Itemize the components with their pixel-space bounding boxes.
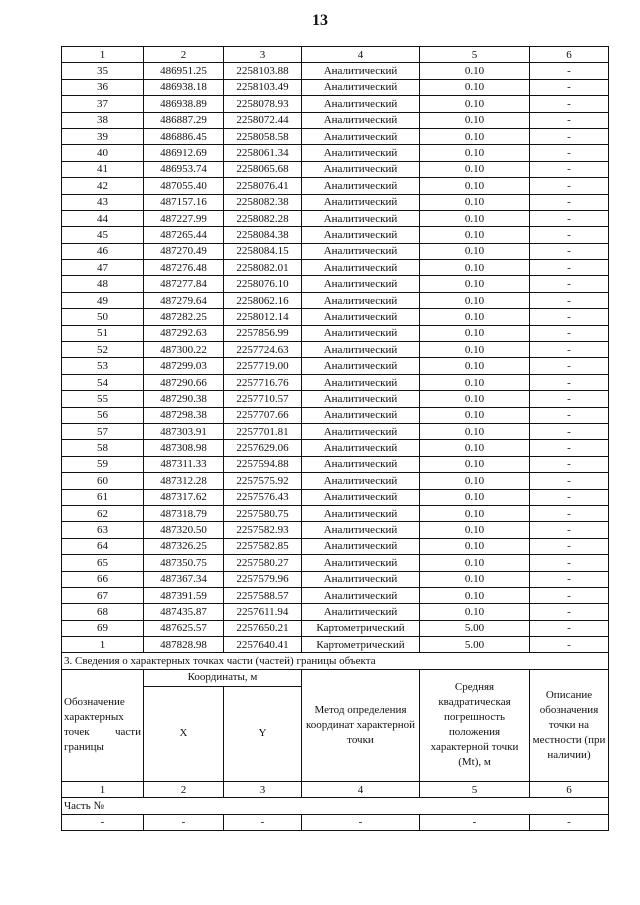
table-row bbox=[62, 407, 609, 423]
table-cell: 43 bbox=[62, 194, 144, 210]
table-cell: - bbox=[530, 440, 609, 456]
table-cell: Аналитический bbox=[302, 473, 420, 489]
table-cell: 0.10 bbox=[420, 325, 530, 341]
table-cell: 50 bbox=[62, 309, 144, 325]
table-cell: Аналитический bbox=[302, 342, 420, 358]
table-cell: - bbox=[530, 161, 609, 177]
table-cell: 2257856.99 bbox=[224, 325, 302, 341]
table-cell: Аналитический bbox=[302, 145, 420, 161]
table-cell: 0.10 bbox=[420, 194, 530, 210]
table-cell: Аналитический bbox=[302, 440, 420, 456]
table-cell: 0.10 bbox=[420, 489, 530, 505]
table-row bbox=[62, 309, 609, 325]
table-header-row bbox=[62, 47, 609, 63]
section-title: 3. Сведения о характерных точках части (частей) границы объекта bbox=[62, 653, 609, 669]
table-cell: 2257576.43 bbox=[224, 489, 302, 505]
table-cell: 486912.69 bbox=[144, 145, 224, 161]
table-cell: 487277.84 bbox=[144, 276, 224, 292]
table-cell: 0.10 bbox=[420, 260, 530, 276]
table-cell: 487055.40 bbox=[144, 178, 224, 194]
table-cell: 487290.38 bbox=[144, 391, 224, 407]
table-cell: Аналитический bbox=[302, 194, 420, 210]
table-cell: 58 bbox=[62, 440, 144, 456]
table-cell: - bbox=[144, 814, 224, 830]
table-cell: 487282.25 bbox=[144, 309, 224, 325]
table-cell: 2258084.38 bbox=[224, 227, 302, 243]
table-cell: 2257582.85 bbox=[224, 538, 302, 554]
table-cell: 0.10 bbox=[420, 178, 530, 194]
table-cell: - bbox=[530, 210, 609, 226]
table-cell: 5.00 bbox=[420, 620, 530, 636]
table-cell: 2258103.88 bbox=[224, 63, 302, 79]
table-cell: - bbox=[530, 391, 609, 407]
table-cell: 2258082.38 bbox=[224, 194, 302, 210]
table-cell: Аналитический bbox=[302, 227, 420, 243]
table-cell: Аналитический bbox=[302, 276, 420, 292]
table-cell: Аналитический bbox=[302, 604, 420, 620]
table-cell: - bbox=[62, 814, 144, 830]
table-cell: 2257724.63 bbox=[224, 342, 302, 358]
table-row bbox=[62, 178, 609, 194]
table-cell: - bbox=[530, 604, 609, 620]
table-cell: 487312.28 bbox=[144, 473, 224, 489]
table-cell: - bbox=[530, 358, 609, 374]
column-number-cell: 3 bbox=[224, 781, 302, 797]
table-cell: - bbox=[530, 227, 609, 243]
table-cell: 487308.98 bbox=[144, 440, 224, 456]
table-cell: Картометрический bbox=[302, 620, 420, 636]
part-label-row bbox=[62, 798, 609, 814]
table-cell: - bbox=[420, 814, 530, 830]
table-cell: 2257575.92 bbox=[224, 473, 302, 489]
table-cell: - bbox=[530, 325, 609, 341]
table-cell: 1 bbox=[62, 637, 144, 653]
table-cell: 2257640.41 bbox=[224, 637, 302, 653]
table-cell: 486951.25 bbox=[144, 63, 224, 79]
table-cell: Аналитический bbox=[302, 210, 420, 226]
table-cell: 487350.75 bbox=[144, 555, 224, 571]
table-cell: Аналитический bbox=[302, 79, 420, 95]
table-cell: - bbox=[530, 814, 609, 830]
column-number-cell: 2 bbox=[144, 781, 224, 797]
table-cell: - bbox=[530, 63, 609, 79]
table-cell: - bbox=[530, 194, 609, 210]
table-cell: 2258076.10 bbox=[224, 276, 302, 292]
table-cell: - bbox=[530, 456, 609, 472]
table-cell: Аналитический bbox=[302, 456, 420, 472]
table-row bbox=[62, 538, 609, 554]
table-row bbox=[62, 128, 609, 144]
table-cell: 2257580.75 bbox=[224, 505, 302, 521]
table-row bbox=[62, 194, 609, 210]
table-cell: 487828.98 bbox=[144, 637, 224, 653]
table-cell: 487367.34 bbox=[144, 571, 224, 587]
table-row bbox=[62, 260, 609, 276]
y-header: Y bbox=[224, 686, 302, 781]
page-number: 13 bbox=[312, 12, 328, 29]
table-cell: 487303.91 bbox=[144, 423, 224, 439]
table-cell: Аналитический bbox=[302, 407, 420, 423]
table-cell: 0.10 bbox=[420, 243, 530, 259]
column-number-cell: 5 bbox=[420, 47, 530, 63]
table-cell: 0.10 bbox=[420, 358, 530, 374]
table-row bbox=[62, 604, 609, 620]
table-cell: 69 bbox=[62, 620, 144, 636]
table-row bbox=[62, 292, 609, 308]
table-cell: 486938.89 bbox=[144, 96, 224, 112]
table-cell: 57 bbox=[62, 423, 144, 439]
table-row bbox=[62, 342, 609, 358]
table-cell: 0.10 bbox=[420, 522, 530, 538]
table-cell: 2257629.06 bbox=[224, 440, 302, 456]
table-cell: 486886.45 bbox=[144, 128, 224, 144]
table-row bbox=[62, 161, 609, 177]
table-row bbox=[62, 555, 609, 571]
table-cell: - bbox=[530, 292, 609, 308]
table-cell: 0.10 bbox=[420, 96, 530, 112]
table-cell: - bbox=[530, 374, 609, 390]
table-cell: Картометрический bbox=[302, 637, 420, 653]
table-cell: Аналитический bbox=[302, 587, 420, 603]
table-cell: - bbox=[530, 538, 609, 554]
table-cell: 487317.62 bbox=[144, 489, 224, 505]
table-cell: 0.10 bbox=[420, 63, 530, 79]
table-cell: 38 bbox=[62, 112, 144, 128]
table-cell: Аналитический bbox=[302, 112, 420, 128]
table-cell: 487298.38 bbox=[144, 407, 224, 423]
table-cell: - bbox=[530, 243, 609, 259]
table-cell: 0.10 bbox=[420, 374, 530, 390]
table-cell: 0.10 bbox=[420, 128, 530, 144]
table-cell: 41 bbox=[62, 161, 144, 177]
table-cell: - bbox=[530, 473, 609, 489]
table-cell: 487292.63 bbox=[144, 325, 224, 341]
table-row bbox=[62, 423, 609, 439]
table-cell: 44 bbox=[62, 210, 144, 226]
table-cell: Аналитический bbox=[302, 325, 420, 341]
table-row bbox=[62, 505, 609, 521]
table-cell: - bbox=[530, 505, 609, 521]
table-cell: Аналитический bbox=[302, 292, 420, 308]
table-cell: 2257582.93 bbox=[224, 522, 302, 538]
table-cell: 0.10 bbox=[420, 342, 530, 358]
table-cell: - bbox=[530, 178, 609, 194]
table-cell: - bbox=[530, 342, 609, 358]
table-cell: 37 bbox=[62, 96, 144, 112]
coordinates-header: Координаты, м bbox=[144, 669, 302, 686]
x-header: X bbox=[144, 686, 224, 781]
section-title-row bbox=[62, 653, 609, 669]
table-cell: 36 bbox=[62, 79, 144, 95]
table-cell: 2257707.66 bbox=[224, 407, 302, 423]
table-cell: - bbox=[530, 128, 609, 144]
table-cell: 59 bbox=[62, 456, 144, 472]
accuracy-header: Средняя квадратическая погрешность положения характерной точки (Mt), м bbox=[420, 669, 530, 781]
column-number-cell: 3 bbox=[224, 47, 302, 63]
table-row bbox=[62, 63, 609, 79]
description-header: Описание обозначения точки на местности (при наличии) bbox=[530, 669, 609, 781]
table-cell: Аналитический bbox=[302, 178, 420, 194]
table-cell: 0.10 bbox=[420, 391, 530, 407]
table-cell: Аналитический bbox=[302, 161, 420, 177]
table-cell: Аналитический bbox=[302, 505, 420, 521]
table-cell: 0.10 bbox=[420, 456, 530, 472]
table-cell: Аналитический bbox=[302, 391, 420, 407]
table-cell: 0.10 bbox=[420, 571, 530, 587]
table-cell: 55 bbox=[62, 391, 144, 407]
table-cell: 487276.48 bbox=[144, 260, 224, 276]
table-cell: - bbox=[530, 407, 609, 423]
table-cell: 0.10 bbox=[420, 276, 530, 292]
column-number-cell: 1 bbox=[62, 47, 144, 63]
table-cell: 52 bbox=[62, 342, 144, 358]
table-cell: 42 bbox=[62, 178, 144, 194]
table-row bbox=[62, 325, 609, 341]
table-cell: 68 bbox=[62, 604, 144, 620]
column-number-cell: 4 bbox=[302, 47, 420, 63]
table-cell: - bbox=[530, 489, 609, 505]
table-cell: - bbox=[530, 555, 609, 571]
table-cell: 487227.99 bbox=[144, 210, 224, 226]
table-cell: 487157.16 bbox=[144, 194, 224, 210]
table-cell: 0.10 bbox=[420, 227, 530, 243]
table-cell: Аналитический bbox=[302, 489, 420, 505]
table-cell: 0.10 bbox=[420, 79, 530, 95]
table-cell: 0.10 bbox=[420, 538, 530, 554]
table-cell: 0.10 bbox=[420, 505, 530, 521]
table-row bbox=[62, 587, 609, 603]
table-row bbox=[62, 473, 609, 489]
table-cell: 2258062.16 bbox=[224, 292, 302, 308]
table-cell: 51 bbox=[62, 325, 144, 341]
table-cell: 53 bbox=[62, 358, 144, 374]
table-cell: Аналитический bbox=[302, 243, 420, 259]
table-cell: 54 bbox=[62, 374, 144, 390]
table-cell: - bbox=[530, 145, 609, 161]
table-cell: 65 bbox=[62, 555, 144, 571]
table-cell: 0.10 bbox=[420, 112, 530, 128]
table-cell: 2257611.94 bbox=[224, 604, 302, 620]
table-cell: 2258065.68 bbox=[224, 161, 302, 177]
table-cell: 2258082.28 bbox=[224, 210, 302, 226]
table-cell: 0.10 bbox=[420, 407, 530, 423]
table-cell: Аналитический bbox=[302, 538, 420, 554]
table-cell: 487270.49 bbox=[144, 243, 224, 259]
table-row bbox=[62, 358, 609, 374]
table-row bbox=[62, 112, 609, 128]
table-cell: 487625.57 bbox=[144, 620, 224, 636]
table-cell: Аналитический bbox=[302, 522, 420, 538]
table-cell: 0.10 bbox=[420, 423, 530, 439]
table-cell: 0.10 bbox=[420, 161, 530, 177]
table-cell: 0.10 bbox=[420, 587, 530, 603]
table-cell: 2258058.58 bbox=[224, 128, 302, 144]
column-number-cell: 6 bbox=[530, 47, 609, 63]
table-cell: 0.10 bbox=[420, 309, 530, 325]
table-cell: 60 bbox=[62, 473, 144, 489]
table-row bbox=[62, 96, 609, 112]
designation-header: Обозначение характерных точек части границы bbox=[62, 669, 144, 781]
table-cell: Аналитический bbox=[302, 555, 420, 571]
table-cell: 2257710.57 bbox=[224, 391, 302, 407]
section3-column-numbers-row bbox=[62, 781, 609, 797]
table-cell: 49 bbox=[62, 292, 144, 308]
table-cell: - bbox=[530, 522, 609, 538]
table-cell: 67 bbox=[62, 587, 144, 603]
table-cell: - bbox=[530, 423, 609, 439]
part-label: Часть № bbox=[62, 798, 609, 814]
table-cell: 0.10 bbox=[420, 473, 530, 489]
table-cell: 486887.29 bbox=[144, 112, 224, 128]
table-cell: - bbox=[530, 79, 609, 95]
table-cell: 0.10 bbox=[420, 210, 530, 226]
table-cell: 487290.66 bbox=[144, 374, 224, 390]
table-row bbox=[62, 637, 609, 653]
column-number-cell: 1 bbox=[62, 781, 144, 797]
table-cell: 2258078.93 bbox=[224, 96, 302, 112]
table-cell: Аналитический bbox=[302, 423, 420, 439]
table-cell: 487320.50 bbox=[144, 522, 224, 538]
table-cell: Аналитический bbox=[302, 374, 420, 390]
table-cell: 2258103.49 bbox=[224, 79, 302, 95]
table-cell: 487318.79 bbox=[144, 505, 224, 521]
table-cell: Аналитический bbox=[302, 260, 420, 276]
table-row bbox=[62, 571, 609, 587]
table-cell: 63 bbox=[62, 522, 144, 538]
table-cell: 487265.44 bbox=[144, 227, 224, 243]
table-cell: 2257719.00 bbox=[224, 358, 302, 374]
table-cell: 2258076.41 bbox=[224, 178, 302, 194]
table-cell: 486953.74 bbox=[144, 161, 224, 177]
table-cell: Аналитический bbox=[302, 128, 420, 144]
table-cell: 487391.59 bbox=[144, 587, 224, 603]
table-cell: Аналитический bbox=[302, 309, 420, 325]
table-row bbox=[62, 145, 609, 161]
table-cell: 2258061.34 bbox=[224, 145, 302, 161]
table-cell: 47 bbox=[62, 260, 144, 276]
table-cell: - bbox=[530, 620, 609, 636]
table-cell: 2257650.21 bbox=[224, 620, 302, 636]
table-cell: 2258084.15 bbox=[224, 243, 302, 259]
table-cell: 2257588.57 bbox=[224, 587, 302, 603]
column-number-cell: 4 bbox=[302, 781, 420, 797]
table-cell: 0.10 bbox=[420, 604, 530, 620]
table-cell: - bbox=[530, 587, 609, 603]
table-cell: 39 bbox=[62, 128, 144, 144]
table-cell: 2257594.88 bbox=[224, 456, 302, 472]
table-cell: 66 bbox=[62, 571, 144, 587]
table-cell: 56 bbox=[62, 407, 144, 423]
table-row bbox=[62, 374, 609, 390]
table-cell: 2258072.44 bbox=[224, 112, 302, 128]
table-cell: 2258082.01 bbox=[224, 260, 302, 276]
table-cell: 486938.18 bbox=[144, 79, 224, 95]
table-cell: Аналитический bbox=[302, 96, 420, 112]
table-row bbox=[62, 243, 609, 259]
table-cell: 0.10 bbox=[420, 440, 530, 456]
table-cell: 45 bbox=[62, 227, 144, 243]
table-cell: 487279.64 bbox=[144, 292, 224, 308]
table-row bbox=[62, 391, 609, 407]
table-row bbox=[62, 227, 609, 243]
table-cell: Аналитический bbox=[302, 63, 420, 79]
table-cell: 35 bbox=[62, 63, 144, 79]
table-cell: 61 bbox=[62, 489, 144, 505]
method-header: Метод определения координат характерной точки bbox=[302, 669, 420, 781]
table-cell: 62 bbox=[62, 505, 144, 521]
table-cell: Аналитический bbox=[302, 571, 420, 587]
table-cell: 2258012.14 bbox=[224, 309, 302, 325]
table-cell: 64 bbox=[62, 538, 144, 554]
table-cell: 46 bbox=[62, 243, 144, 259]
table-row bbox=[62, 276, 609, 292]
table-cell: 487300.22 bbox=[144, 342, 224, 358]
table-row bbox=[62, 456, 609, 472]
table-cell: 0.10 bbox=[420, 292, 530, 308]
table-cell: - bbox=[530, 96, 609, 112]
table-cell: - bbox=[302, 814, 420, 830]
table-cell: 5.00 bbox=[420, 637, 530, 653]
table-cell: 2257579.96 bbox=[224, 571, 302, 587]
column-number-cell: 5 bbox=[420, 781, 530, 797]
table-cell: - bbox=[224, 814, 302, 830]
table-cell: - bbox=[530, 276, 609, 292]
table-cell: - bbox=[530, 309, 609, 325]
table-cell: - bbox=[530, 112, 609, 128]
table-cell: 2257716.76 bbox=[224, 374, 302, 390]
table-cell: - bbox=[530, 637, 609, 653]
table-row bbox=[62, 620, 609, 636]
table-cell: 487435.87 bbox=[144, 604, 224, 620]
table-cell: 0.10 bbox=[420, 145, 530, 161]
table-cell: 487326.25 bbox=[144, 538, 224, 554]
table-cell: - bbox=[530, 260, 609, 276]
table-row bbox=[62, 440, 609, 456]
part-empty-row bbox=[62, 814, 609, 830]
table-cell: Аналитический bbox=[302, 358, 420, 374]
table-cell: 48 bbox=[62, 276, 144, 292]
table-cell: 2257580.27 bbox=[224, 555, 302, 571]
table-cell: - bbox=[530, 571, 609, 587]
section3-header-row bbox=[62, 669, 609, 686]
table-row bbox=[62, 489, 609, 505]
boundary-points-table bbox=[61, 46, 609, 831]
column-number-cell: 6 bbox=[530, 781, 609, 797]
table-row bbox=[62, 210, 609, 226]
table-row bbox=[62, 79, 609, 95]
table-cell: 40 bbox=[62, 145, 144, 161]
table-cell: 0.10 bbox=[420, 555, 530, 571]
table-cell: 2257701.81 bbox=[224, 423, 302, 439]
table-cell: 487299.03 bbox=[144, 358, 224, 374]
column-number-cell: 2 bbox=[144, 47, 224, 63]
table-row bbox=[62, 522, 609, 538]
table-cell: 487311.33 bbox=[144, 456, 224, 472]
